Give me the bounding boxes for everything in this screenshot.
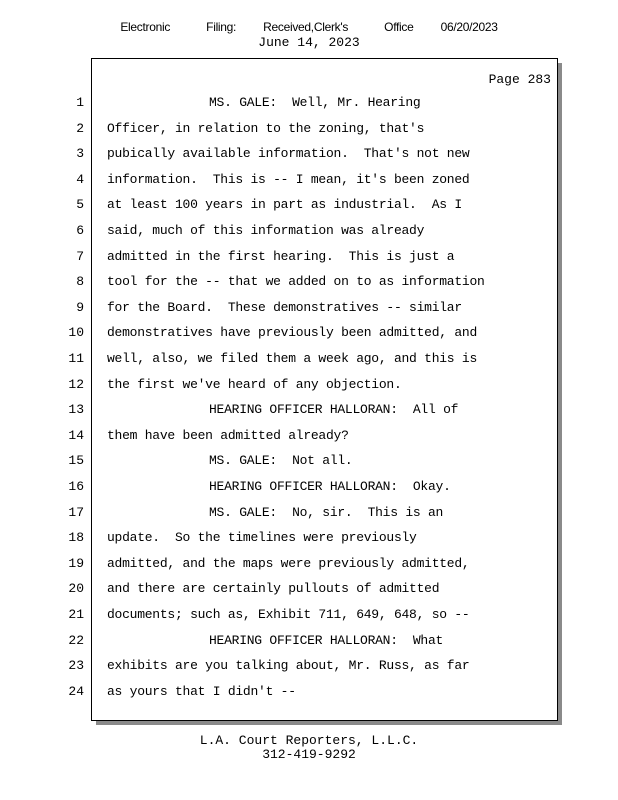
line-text: them have been admitted already?	[107, 427, 349, 443]
footer-company: L.A. Court Reporters, L.L.C.	[199, 733, 419, 748]
line-number: 17	[68, 504, 84, 520]
line-text: HEARING OFFICER HALLORAN: Okay.	[209, 479, 451, 494]
line-number: 1	[76, 95, 84, 110]
line-number: 2	[76, 120, 84, 136]
line-text: for the Board. These demonstratives -- similar	[107, 299, 462, 315]
line-number: 20	[68, 581, 84, 597]
line-number: 9	[76, 299, 84, 315]
footer-phone: 312-419-9292	[262, 747, 356, 762]
line-text: Officer, in relation to the zoning, that's	[107, 120, 425, 136]
line-number: 16	[68, 479, 84, 494]
transcript-line	[0, 656, 618, 676]
transcript-line	[0, 400, 618, 420]
line-number: 15	[68, 453, 84, 469]
line-number: 14	[68, 427, 84, 443]
line-text: said, much of this information was already	[107, 223, 425, 238]
line-number: 18	[68, 530, 84, 546]
line-number: 8	[76, 274, 84, 290]
transcript-line	[0, 323, 618, 343]
transcript-line	[0, 144, 618, 164]
line-text: MS. GALE: Well, Mr. Hearing	[209, 95, 421, 110]
transcript-line	[0, 682, 618, 702]
transcript-line	[0, 221, 618, 241]
line-number: 24	[68, 683, 84, 699]
line-text: the first we've heard of any objection.	[107, 376, 402, 392]
line-text: demonstratives have previously been admitted, and	[107, 325, 478, 341]
transcript-line	[0, 631, 618, 651]
transcript-line	[0, 451, 618, 471]
line-text: information. This is -- I mean, it's been zoned	[107, 171, 470, 187]
line-text: exhibits are you talking about, Mr. Russ, as far	[107, 658, 470, 674]
transcript-line	[0, 170, 618, 190]
line-text: MS. GALE: No, sir. This is an	[209, 504, 444, 520]
transcript-line	[0, 93, 618, 113]
line-text: HEARING OFFICER HALLORAN: All of	[209, 402, 459, 418]
line-number: 23	[68, 658, 84, 674]
transcript-line	[0, 554, 618, 574]
line-number: 5	[76, 197, 84, 213]
line-number: 12	[68, 376, 84, 392]
line-number: 3	[76, 146, 84, 162]
line-number: 13	[68, 402, 84, 418]
line-text: tool for the -- that we added on to as information	[107, 274, 485, 290]
transcript-line	[0, 349, 618, 369]
transcript-line	[0, 579, 618, 599]
line-number: 22	[68, 632, 84, 648]
line-number: 6	[76, 223, 84, 238]
line-text: admitted in the first hearing. This is just a	[107, 248, 455, 264]
transcript-line	[0, 528, 618, 548]
page-number: Page 283	[488, 72, 551, 87]
transcript-line	[0, 375, 618, 395]
transcript-line	[0, 503, 618, 523]
transcript-line	[0, 119, 618, 139]
line-text: at least 100 years in part as industrial. As I	[107, 197, 462, 213]
transcript-date: June 14, 2023	[258, 35, 360, 50]
line-text: MS. GALE: Not all.	[209, 453, 353, 469]
transcript-line	[0, 426, 618, 446]
transcript-line	[0, 477, 618, 497]
line-text: admitted, and the maps were previously admitted,	[107, 555, 470, 571]
line-number: 7	[76, 248, 84, 264]
transcript-line	[0, 195, 618, 215]
transcript-line	[0, 605, 618, 625]
line-number: 4	[76, 171, 84, 187]
filing-stamp: Electronic Filing: Received,Clerk's Office 06/20/2023	[120, 20, 498, 34]
line-text: as yours that I didn't --	[107, 683, 296, 699]
line-text: HEARING OFFICER HALLORAN: What	[209, 632, 444, 648]
transcript-line	[0, 298, 618, 318]
line-number: 10	[68, 325, 84, 341]
line-text: and there are certainly pullouts of admitted	[107, 581, 440, 597]
line-number: 21	[68, 607, 84, 622]
line-number: 19	[68, 555, 84, 571]
line-text: pubically available information. That's not new	[107, 146, 470, 162]
transcript-line	[0, 247, 618, 267]
line-text: update. So the timelines were previously	[107, 530, 417, 546]
line-number: 11	[68, 351, 84, 366]
transcript-line	[0, 272, 618, 292]
line-text: well, also, we filed them a week ago, and this is	[107, 351, 478, 366]
line-text: documents; such as, Exhibit 711, 649, 648, so --	[107, 607, 470, 622]
